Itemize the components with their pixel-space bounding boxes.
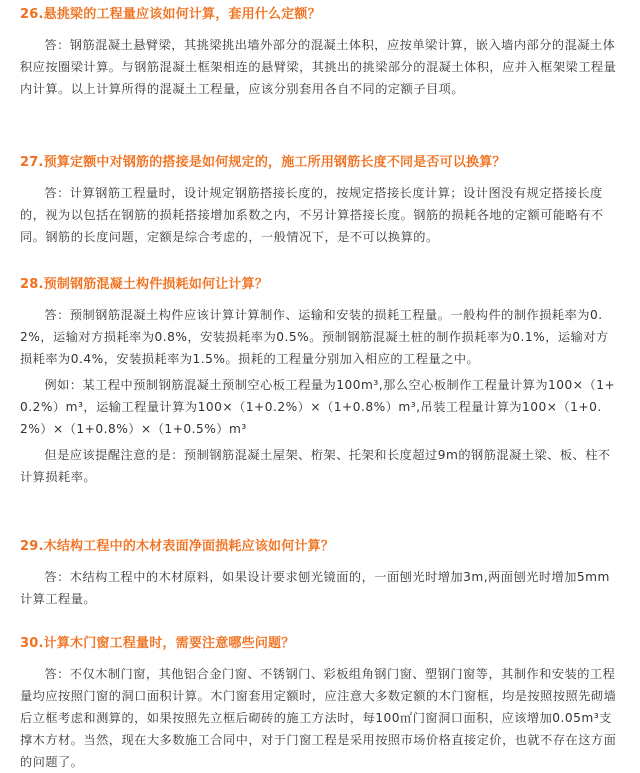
question-heading-27: 27.预算定额中对钢筋的搭接是如何规定的，施工所用钢筋长度不同是否可以换算？ (20, 155, 506, 170)
note-paragraph: 但是应该提醒注意的是：预制钢筋混凝土屋架、桁架、托架和长度超过9m的钢筋混凝土梁、板、柱不计算损耗率。 (20, 448, 611, 484)
qa-section-30 (20, 635, 618, 769)
question-heading-30: 30.计算木门窗工程量时，需要注意哪些问题？ (20, 636, 295, 651)
question-heading-28: 28.预制钢筋混凝土构件损耗如何让计算？ (20, 277, 269, 292)
question-heading-29: 29.木结构工程中的木材表面净面损耗应该如何计算？ (20, 539, 335, 554)
qa-section-27 (20, 154, 618, 276)
question-heading-26: 26.悬挑梁的工程量应该如何计算，套用什么定额？ (20, 7, 321, 22)
example-paragraph: 例如：某工程中预制钢筋混凝土预制空心板工程量为100m³,那么空心板制作工程量计算为100×（1+0.2%）m³，运输工程量计算为100×（1+0.2%）×（1+0.8%）m³,吊装工程量计算为100×（1+0.2%）×（1+0.8%）×（1+0.5%）m³ (20, 378, 616, 436)
qa-section-28 (20, 276, 618, 538)
qa-section-29 (20, 538, 618, 635)
answer-paragraph: 答：不仅木制门窗，其他铝合金门窗、不锈钢门、彩板组角钢门窗、塑钢门窗等，其制作和安装的工程量均应按照门窗的洞口面积计算。木门窗套用定额时，应注意大多数定额的木门窗框，均是按照按照先砌墙后立框考虑和测算的，如果按照先立框后砌砖的施工方法时，每100㎡门窗洞口面积，应该增加0.05m³支撑木方材。当然，现在大多数施工合同中，对于门窗工程是采用按照市场价格直接定价，也就不存在这方面的问题了。 (20, 667, 617, 769)
answer-paragraph: 答：木结构工程中的木材原料，如果设计要求刨光镜面的，一面刨光时增加3m,两面刨光时增加5mm计算工程量。 (20, 570, 610, 606)
answer-paragraph: 答：计算钢筋工程量时，设计规定钢筋搭接长度的，按规定搭接长度计算；设计图没有规定搭接长度的，视为以包括在钢筋的损耗搭接增加系数之内，不另计算搭接长度。钢筋的损耗各地的定额可能略有不同。钢筋的长度问题，定额是综合考虑的，一般情况下，是不可以换算的。 (20, 186, 604, 244)
answer-paragraph: 答：钢筋混凝土悬臂梁，其挑梁挑出墙外部分的混凝土体积，应按单梁计算，嵌入墙内部分的混凝土体积应按圈梁计算。与钢筋混凝土框架相连的悬臂梁，其挑出的挑梁部分的混凝土体积，应并入框架梁工程量内计算。以上计算所得的混凝土工程量，应该分别套用各自不同的定额子目项。 (20, 38, 617, 96)
qa-section-26 (20, 6, 618, 154)
answer-paragraph: 答：预制钢筋混凝土构件应该计算计算制作、运输和安装的损耗工程量。一般构件的制作损耗率为0.2%，运输对方损耗率为0.8%，安装损耗率为0.5%。预制钢筋混凝土桩的制作损耗率为0.1%，运输对方损耗率为0.4%，安装损耗率为1.5%。损耗的工程量分别加入相应的工程量之中。 (20, 308, 609, 366)
